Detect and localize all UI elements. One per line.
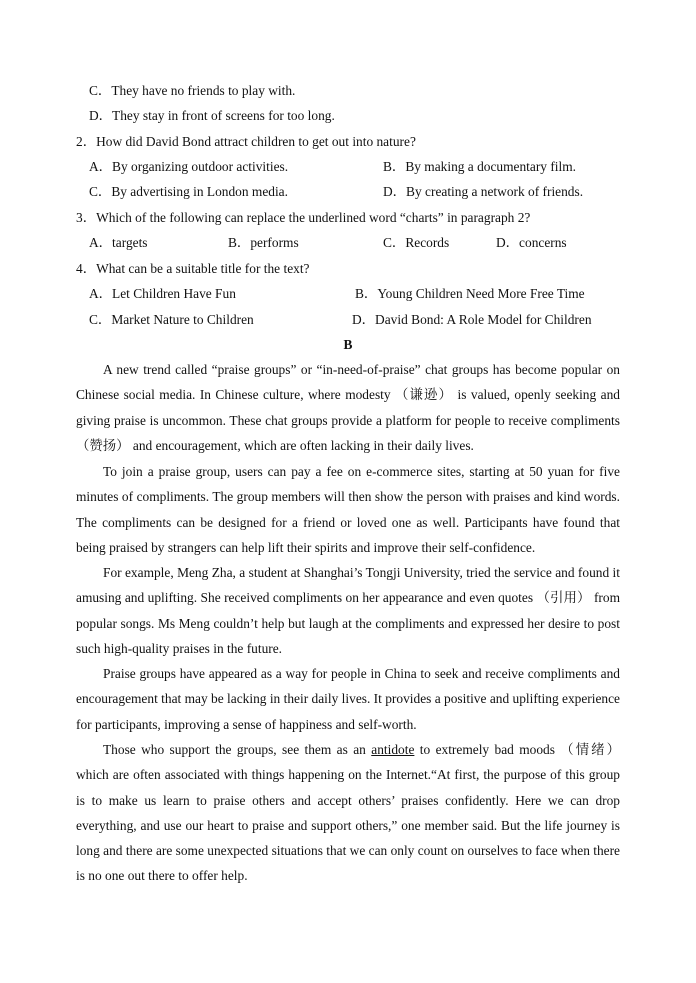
question-2-stem: 2．How did David Bond attract children to get out into nature? [76,134,416,149]
passage-paragraph-3: For example, Meng Zha, a student at Shanghai’s Tongji University, tried the service and found it amusing and uplifting. She received compliments on her appearance and even quotes （引用） from popular songs. Ms Meng couldn’t help but laugh at the compliments and expressed her desire to post such high-quality praises in the future. [76,565,620,656]
underlined-word-antidote: antidote [371,742,415,757]
q2-option-d: D．By creating a network of friends. [383,184,584,199]
paragraph-5-text-before: Those who support the groups, see them as an [103,742,372,757]
question-4-stem: 4．What can be a suitable title for the text? [76,261,310,276]
q3-option-a: A．targets [89,235,148,250]
passage-paragraph-2: To join a praise group, users can pay a fee on e-commerce sites, starting at 50 yuan for five minutes of compliments. The group members will then show the person with praises and kind words. The compliments can be designed for a friend or loved one as well. Participants have found that being praised by strangers can help lift their spirits and improve their self-confidence. [76,464,620,555]
passage-paragraph-4: Praise groups have appeared as a way for people in China to seek and receive compliments and encouragement that may be lacking in their daily lives. It provides a positive and uplifting experience for participants, improving a sense of happiness and self-worth. [76,666,620,732]
q3-option-c: C．Records [383,235,450,250]
q4-option-d: D．David Bond: A Role Model for Children [352,312,592,327]
section-label: B [343,337,353,352]
q4-option-a: A．Let Children Have Fun [89,286,236,301]
option-c-prev: C．They have no friends to play with. [89,83,296,98]
q4-option-b: B．Young Children Need More Free Time [355,286,585,301]
q4-option-c: C．Market Nature to Children [89,312,254,327]
question-3-stem: 3．Which of the following can replace the underlined word “charts” in paragraph 2? [76,210,531,225]
q2-option-a: A．By organizing outdoor activities. [89,159,289,174]
paragraph-5-text-after: to extremely bad moods （情绪） which are often associated with things happening on the Internet.“At first, the purpose of this group is to make us learn to praise others and accept others’ praises confidently. Here we can drop everything, and use our heart to praise and support others,” one member said. But the life journey is long and there are some unexpected situations that we can only count on ourselves to face when there is no one out there to offer help. [76,742,620,884]
q2-option-b: B．By making a documentary film. [383,159,577,174]
q3-option-d: D．concerns [496,235,567,250]
passage-paragraph-1: A new trend called “praise groups” or “in-need-of-praise” chat groups has become popular on Chinese social media. In Chinese culture, where modesty （谦逊） is valued, openly seeking and giving praise is uncommon. These chat groups provide a platform for people to receive compliments （赞扬） and encouragement, which are often lacking in their daily lives. [76,362,620,453]
option-d-prev: D．They stay in front of screens for too long. [89,108,335,123]
q2-option-c: C．By advertising in London media. [89,184,288,199]
passage-paragraph-5 [76,737,620,889]
q3-option-b: B．performs [228,235,299,250]
